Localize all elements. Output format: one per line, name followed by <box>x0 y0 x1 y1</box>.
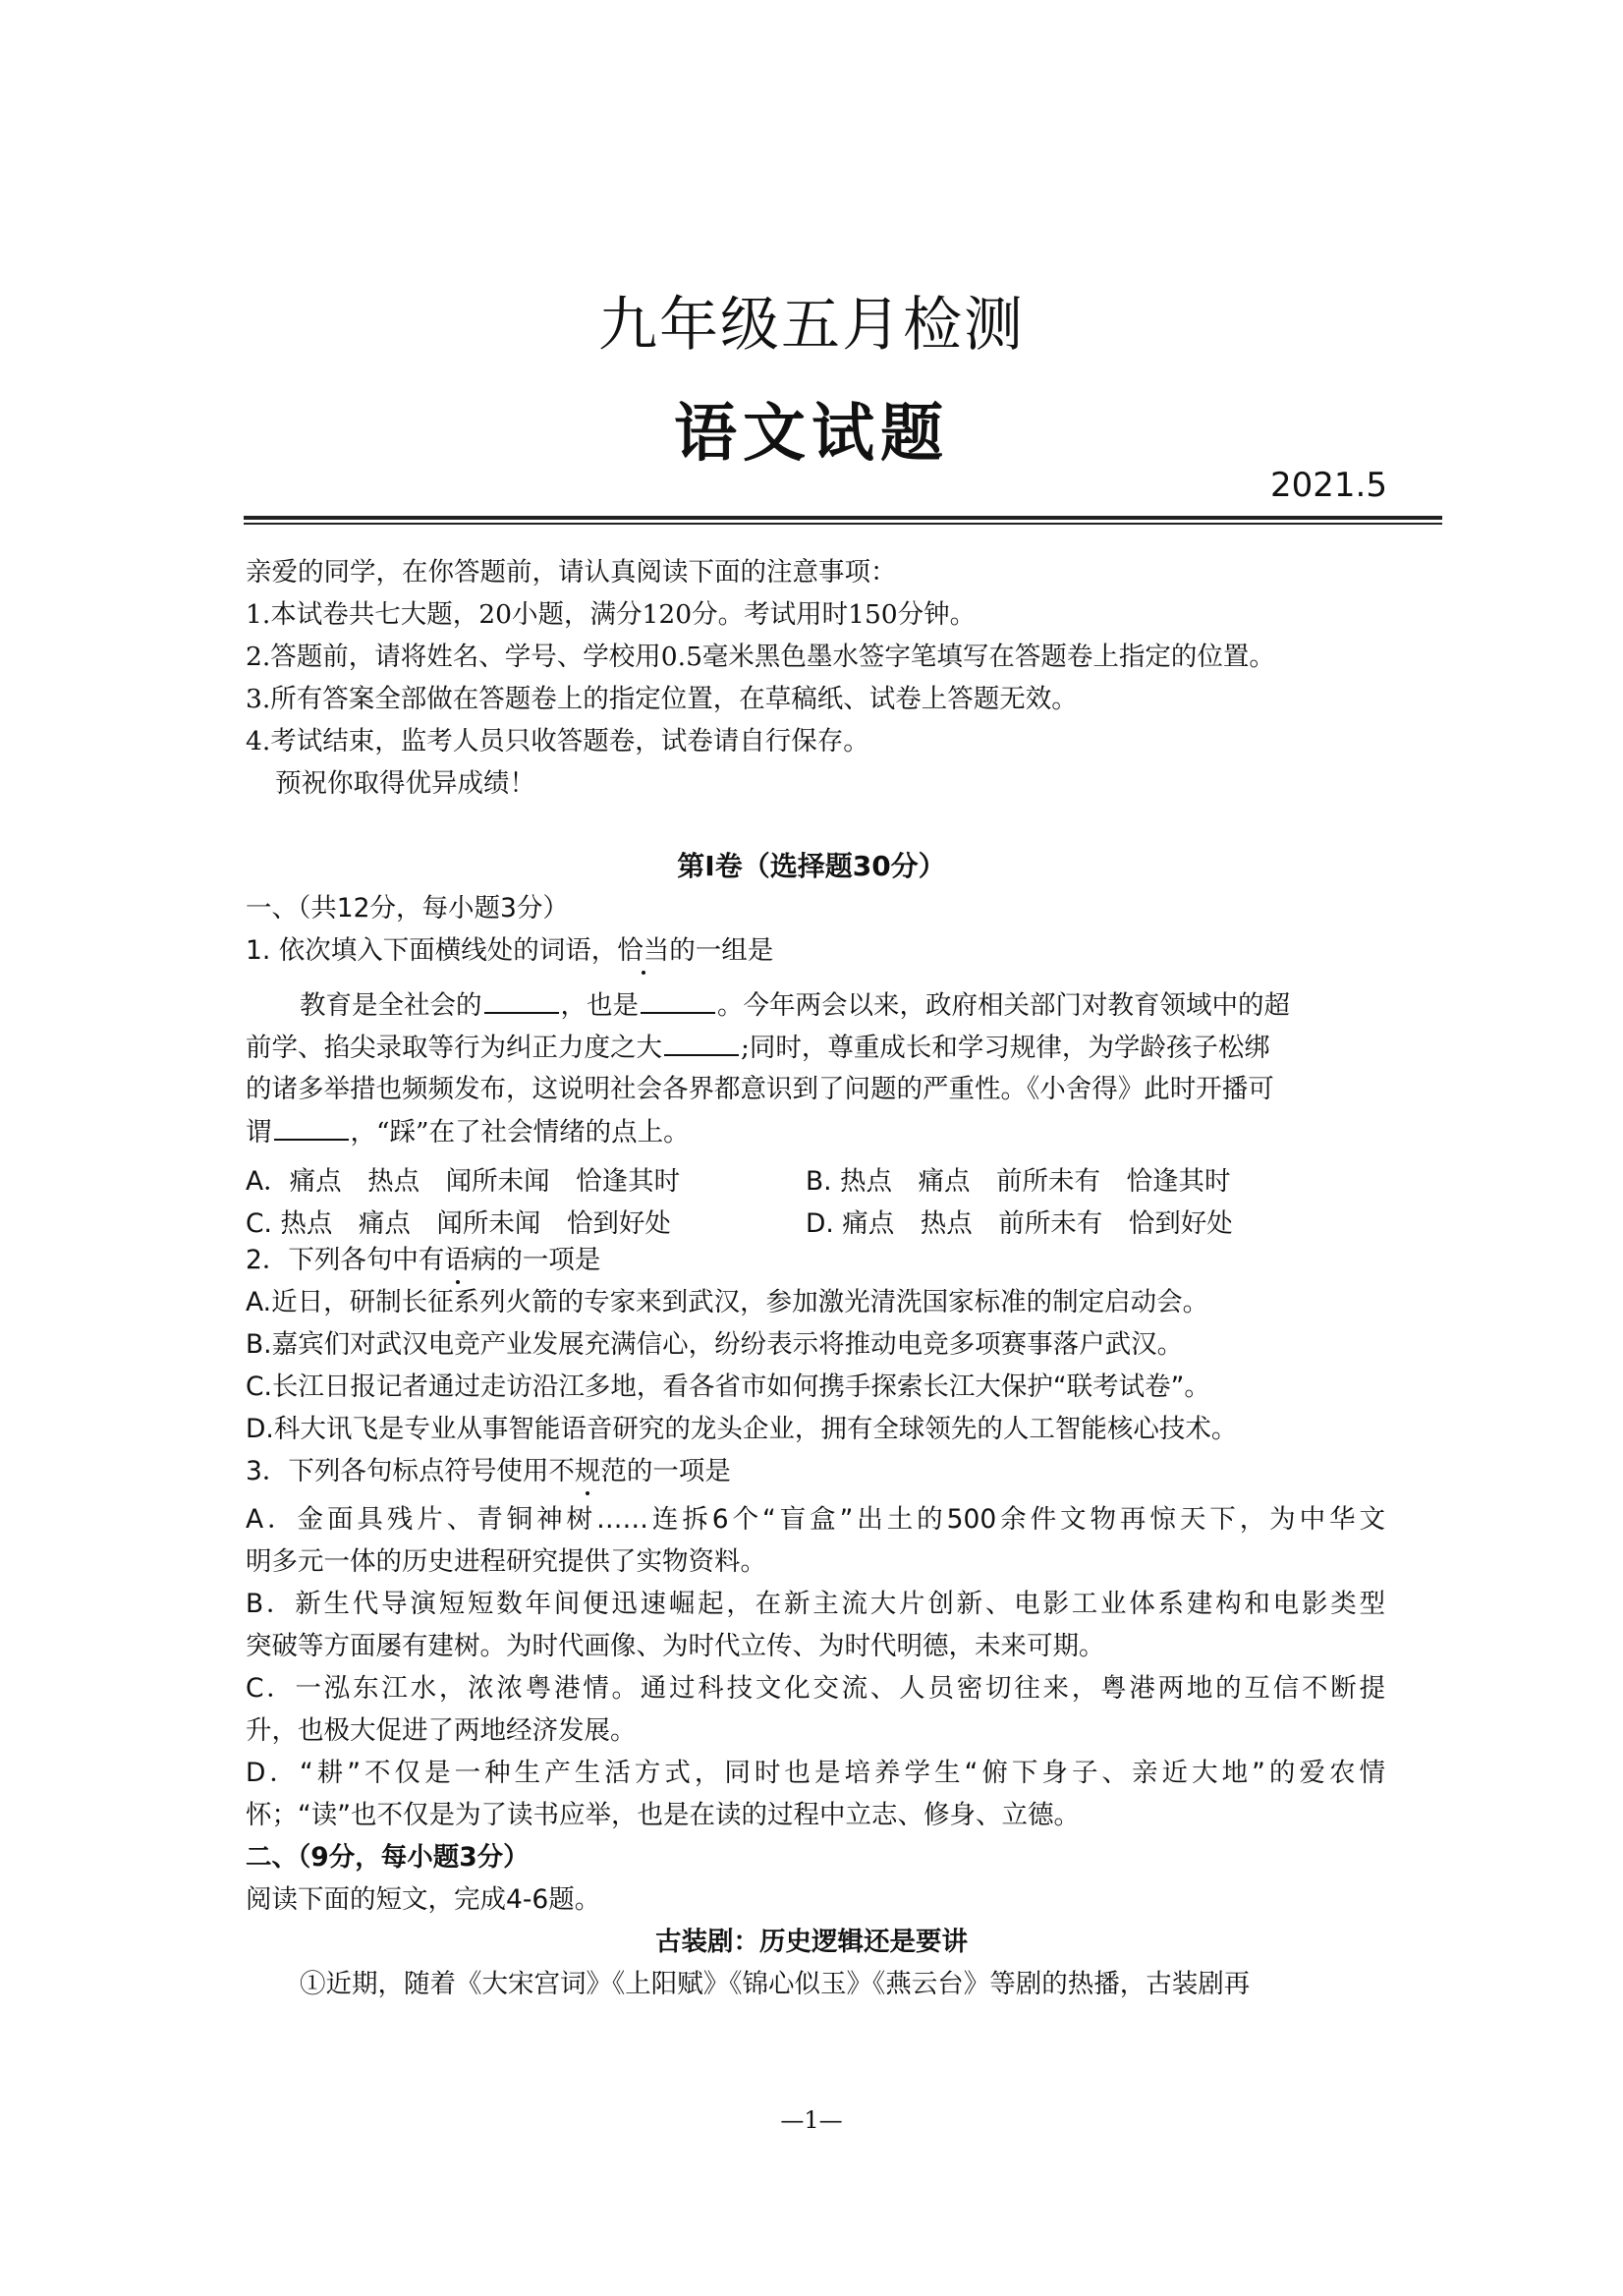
part1-heading: 第Ⅰ卷（选择题30分） <box>677 850 946 882</box>
q3-option-b-line2: 突破等方面屡有建树。为时代画像、为时代立传、为时代明德，未来可期。 <box>246 1631 1105 1661</box>
q1-stem-emphasis: 恰当 <box>617 935 670 966</box>
q1-option-d: D. 痛点 热点 前所未有 恰到好处 <box>806 1208 1233 1239</box>
notice-item-2: 2.答题前，请将姓名、学号、学校用0.5毫米黑色墨水签字笔填写在答题卷上指定的位置。 <box>246 642 1275 672</box>
q3-stem-a: 3．下列各句标点符号使用 <box>246 1456 549 1486</box>
q1-text: 前学、掐尖录取等行为纠正力度之大 <box>246 1033 662 1063</box>
section1-heading: 一、（共12分，每小题3分） <box>246 893 569 924</box>
q3-option-a-line2: 明多元一体的历史进程研究提供了实物资料。 <box>246 1546 766 1577</box>
page-number: —1— <box>780 2106 843 2134</box>
q1-option-a: A．痛点 热点 闻所未闻 恰逢其时 <box>246 1166 681 1197</box>
q1-stem <box>246 934 773 968</box>
q3-option-b-line1: B．新生代导演短短数年间便迅速崛起，在新主流大片创新、电影工业体系建构和电影类型 <box>246 1589 1385 1619</box>
q3-stem-emphasis: 不规范 <box>548 1456 627 1486</box>
q1-text: 谓 <box>246 1117 272 1148</box>
article-title: 古装剧：历史逻辑还是要讲 <box>655 1927 968 1957</box>
q3-option-d-line1: D．“耕”不仅是一种生产生活方式，同时也是培养学生“俯下身子、亲近大地”的爱农情 <box>246 1758 1385 1788</box>
q1-passage-line3: 的诸多举措也频频发布，这说明社会各界都意识到了问题的严重性。《小舍得》此时开播可 <box>246 1074 1274 1104</box>
q2-option-a: A.近日，研制长征系列火箭的专家来到武汉，参加激光清洗国家标准的制定启动会。 <box>246 1287 1209 1317</box>
q2-stem <box>246 1244 600 1277</box>
exam-date: 2021.5 <box>1270 466 1387 505</box>
q2-stem-a: 2．下列各句中 <box>246 1245 419 1275</box>
q3-stem <box>246 1455 731 1488</box>
notice-item-4: 4.考试结束，监考人员只收答题卷，试卷请自行保存。 <box>246 726 869 756</box>
notice-wish: 预祝你取得优异成绩！ <box>275 768 535 799</box>
q1-passage-line2 <box>246 1031 1270 1065</box>
q2-stem-b: 的一项是 <box>496 1245 601 1275</box>
notice-item-1: 1.本试卷共七大题，20小题，满分120分。考试用时150分钟。 <box>246 599 977 630</box>
q3-option-c-line1: C．一泓东江水，浓浓粤港情。通过科技文化交流、人员密切往来，粤港两地的互信不断提 <box>246 1673 1385 1704</box>
notice-item-3: 3.所有答案全部做在答题卷上的指定位置，在草稿纸、试卷上答题无效。 <box>246 684 1078 714</box>
q3-option-a-line1: A．金面具残片、青铜神树……连拆6个“盲盒”出土的500余件文物再惊天下，为中华文 <box>246 1504 1385 1535</box>
q1-blank-3 <box>664 1031 739 1056</box>
header-rule-thick <box>244 516 1442 520</box>
article-paragraph-1: ①近期，随着《大宋宫词》《上阳赋》《锦心似玉》《燕云台》等剧的热播，古装剧再 <box>300 1969 1251 1999</box>
q1-text: ，“踩”在了社会情绪的点上。 <box>350 1117 690 1148</box>
exam-title-line1: 九年级五月检测 <box>598 291 1025 360</box>
q1-stem-b: 的一组是 <box>669 935 774 966</box>
q1-option-c: C. 热点 痛点 闻所未闻 恰到好处 <box>246 1208 671 1239</box>
q2-option-d: D.科大讯飞是专业从事智能语音研究的龙头企业，拥有全球领先的人工智能核心技术。 <box>246 1414 1238 1444</box>
q2-stem-emphasis: 有语病 <box>418 1245 497 1275</box>
q1-passage-line4 <box>246 1115 690 1149</box>
q1-blank-2 <box>641 988 715 1014</box>
q1-blank-1 <box>484 988 559 1014</box>
notice-intro: 亲爱的同学，在你答题前，请认真阅读下面的注意事项： <box>246 557 897 588</box>
q2-option-c: C.长江日报记者通过走访沿江多地，看各省市如何携手探索长江大保护“联考试卷”。 <box>246 1372 1210 1402</box>
q1-text: 教育是全社会的 <box>300 990 482 1021</box>
q1-stem-a: 1. 依次填入下面横线处的词语， <box>246 935 618 966</box>
q1-blank-4 <box>274 1115 349 1141</box>
section2-instruction: 阅读下面的短文，完成4-6题。 <box>246 1884 601 1915</box>
q1-text: ;同时，尊重成长和学习规律，为学龄孩子松绑 <box>741 1033 1270 1063</box>
q1-option-b: B. 热点 痛点 前所未有 恰逢其时 <box>806 1166 1231 1197</box>
exam-title-line2: 语文试题 <box>674 398 949 471</box>
q1-passage-line1 <box>300 988 1290 1023</box>
q3-option-c-line2: 升，也极大促进了两地经济发展。 <box>246 1715 637 1746</box>
q2-option-b: B.嘉宾们对武汉电竞产业发展充满信心，纷纷表示将推动电竞多项赛事落户武汉。 <box>246 1329 1184 1360</box>
header-rule-thin <box>244 523 1442 525</box>
q3-option-d-line2: 怀；“读”也不仅是为了读书应举，也是在读的过程中立志、修身、立德。 <box>246 1800 1080 1830</box>
q3-stem-b: 的一项是 <box>626 1456 731 1486</box>
section2-heading: 二、（9分，每小题3分） <box>246 1842 530 1873</box>
q1-text: 。今年两会以来，政府相关部门对教育领域中的超 <box>717 990 1290 1021</box>
q1-text: ，也是 <box>560 990 639 1021</box>
